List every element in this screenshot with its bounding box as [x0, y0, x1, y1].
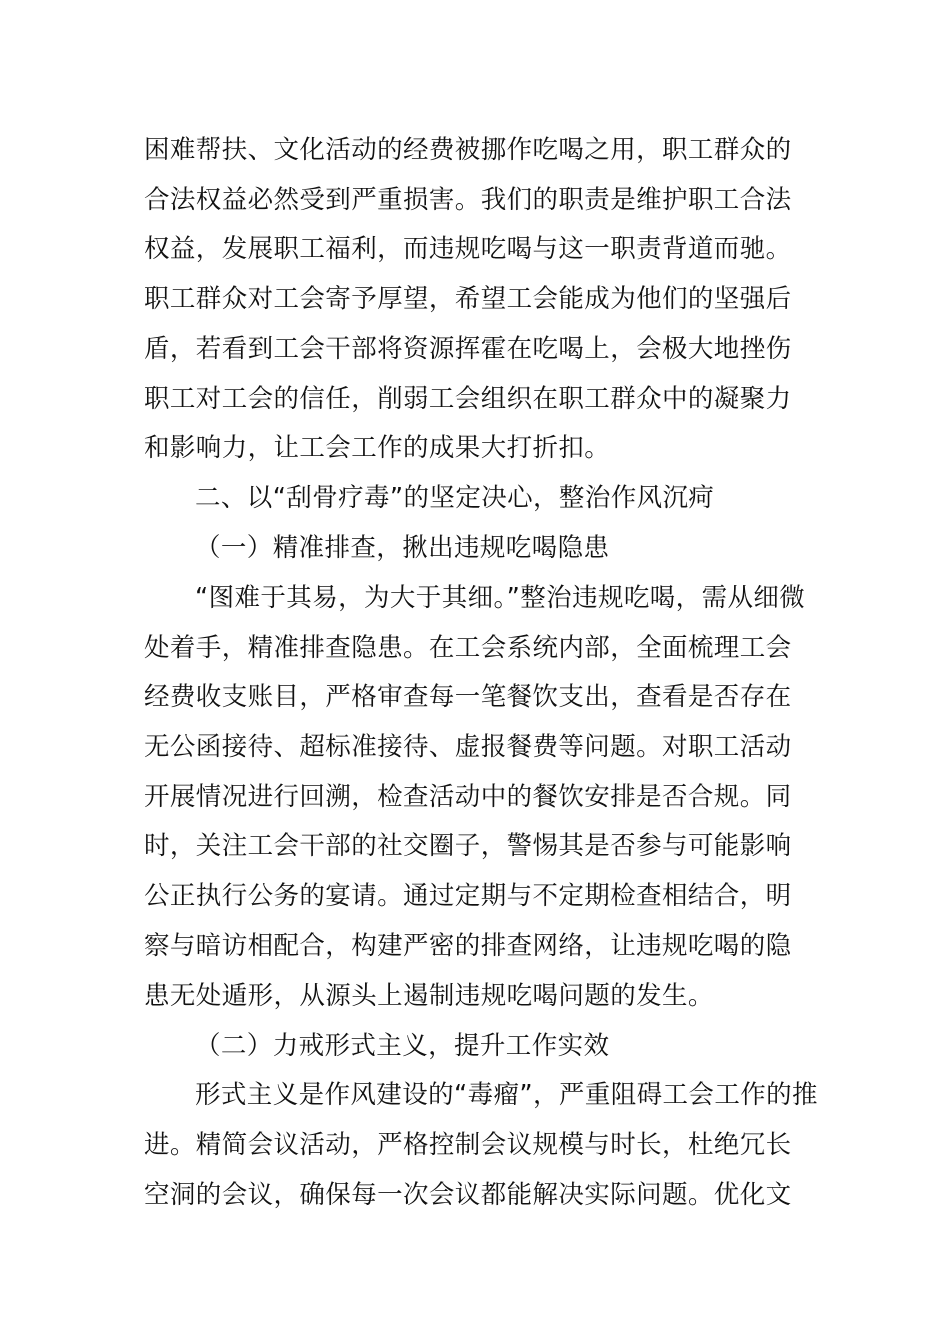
section-heading: 二、以“刮骨疗毒”的坚定决心，整治作风沉疴 — [195, 483, 715, 513]
text-line: 患无处遁形，从源头上遏制违规吃喝问题的发生。 — [144, 981, 714, 1011]
text-line: 困难帮扶、文化活动的经费被挪作吃喝之用，职工群众的 — [144, 135, 792, 165]
text-line: 权益，发展职工福利，而违规吃喝与这一职责背道而驰。 — [144, 234, 792, 264]
text-line: 盾，若看到工会干部将资源挥霍在吃喝上，会极大地挫伤 — [144, 334, 792, 364]
text-line: 合法权益必然受到严重损害。我们的职责是维护职工合法 — [144, 185, 792, 215]
text-line: 开展情况进行回溯，检查活动中的餐饮安排是否合规。同 — [144, 782, 792, 812]
text-line: 察与暗访相配合，构建严密的排查网络，让违规吃喝的隐 — [144, 931, 792, 961]
text-line: 职工对工会的信任，削弱工会组织在职工群众中的凝聚力 — [144, 384, 792, 414]
text-line: 经费收支账目，严格审查每一笔餐饮支出，查看是否存在 — [144, 682, 792, 712]
text-line: 处着手，精准排查隐患。在工会系统内部，全面梳理工会 — [144, 633, 792, 663]
text-line: 形式主义是作风建设的“毒瘤”，严重阻碍工会工作的推 — [195, 1080, 818, 1110]
text-line: 无公函接待、超标准接待、虚报餐费等问题。对职工活动 — [144, 732, 792, 762]
text-line: 空洞的会议，确保每一次会议都能解决实际问题。优化文 — [144, 1180, 792, 1210]
text-line: 职工群众对工会寄予厚望，希望工会能成为他们的坚强后 — [144, 284, 792, 314]
subsection-heading: （二）力戒形式主义，提升工作实效 — [195, 1031, 610, 1061]
text-line: 时，关注工会干部的社交圈子，警惕其是否参与可能影响 — [144, 831, 792, 861]
subsection-heading: （一）精准排查，揪出违规吃喝隐患 — [195, 533, 610, 563]
text-line: 公正执行公务的宴请。通过定期与不定期检查相结合，明 — [144, 881, 792, 911]
text-line: 进。精简会议活动，严格控制会议规模与时长，杜绝冗长 — [144, 1130, 792, 1160]
text-line: “图难于其易，为大于其细。”整治违规吃喝，需从细微 — [195, 583, 806, 613]
text-line: 和影响力，让工会工作的成果大打折扣。 — [144, 433, 611, 463]
